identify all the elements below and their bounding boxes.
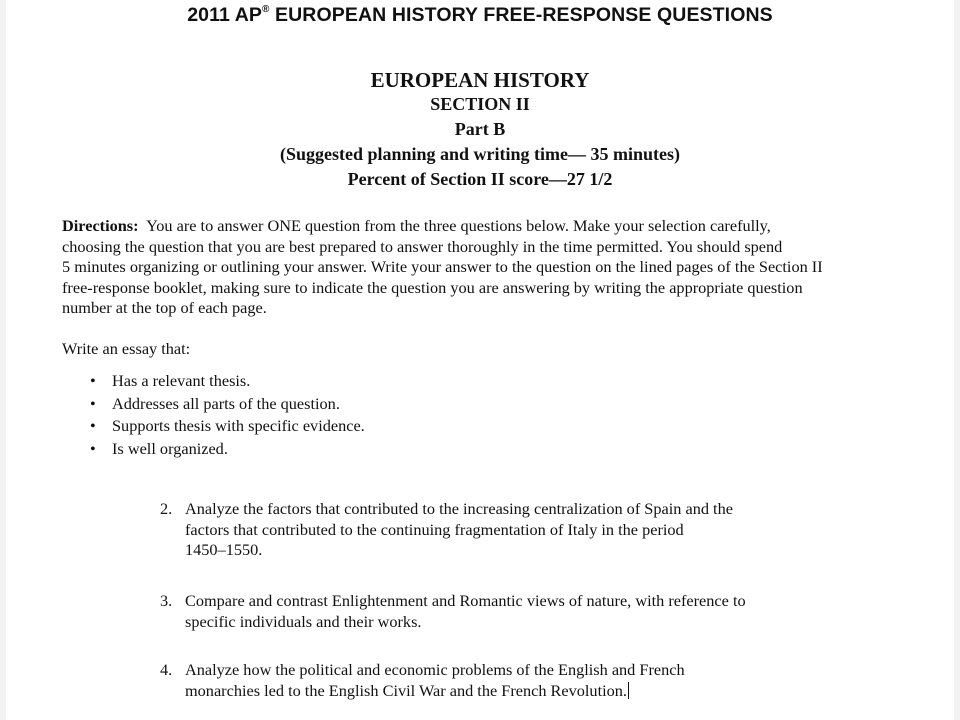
question-4 xyxy=(160,660,840,701)
criteria-item xyxy=(90,438,365,461)
question-line-text: monarchies led to the English Civil War and the French Revolution. xyxy=(185,680,627,700)
subject-heading: EUROPEAN HISTORY xyxy=(370,68,590,92)
criteria-text: Addresses all parts of the question. xyxy=(112,393,340,413)
bullet-icon: • xyxy=(90,438,96,458)
directions-line xyxy=(62,216,912,237)
essay-criteria-list xyxy=(90,370,365,460)
criteria-text: Supports thesis with specific evidence. xyxy=(112,416,365,435)
question-line: factors that contributed to the continuing fragmentation of Italy in the period xyxy=(185,519,684,539)
header-title-prefix: 2011 AP xyxy=(187,4,263,26)
question-line: Compare and contrast Enlightenment and Romantic views of nature, with reference to xyxy=(185,591,746,610)
section-label: SECTION II xyxy=(430,94,530,114)
header-title-suffix: EUROPEAN HISTORY FREE-RESPONSE QUESTIONS xyxy=(269,4,773,26)
section-heading xyxy=(0,68,960,192)
bullet-icon: • xyxy=(90,393,96,413)
part-label: Part B xyxy=(454,119,506,139)
question-line: Analyze how the political and economic problems of the English and French xyxy=(185,660,685,679)
question-line-last xyxy=(160,681,840,702)
question-line: specific individuals and their works. xyxy=(185,611,422,631)
question-line: Analyze the factors that contributed to the increasing centralization of Spain and the xyxy=(185,499,733,518)
time-note: (Suggested planning and writing time— 35 minutes) xyxy=(279,144,681,164)
question-number: 4. xyxy=(160,660,173,679)
directions-line-text: You are to answer ONE question from the three questions below. Make your selection carefully, xyxy=(146,216,771,235)
registered-mark: ® xyxy=(262,4,270,15)
directions-paragraph xyxy=(62,216,912,319)
question-line: 1450–1550. xyxy=(185,540,263,560)
score-note: Percent of Section II score—27 1/2 xyxy=(347,169,613,189)
text-cursor xyxy=(628,682,629,699)
question-number: 2. xyxy=(160,499,173,518)
directions-label: Directions: xyxy=(62,216,139,235)
criteria-item xyxy=(90,415,365,438)
page-header-title xyxy=(0,4,960,27)
criteria-text: Has a relevant thesis. xyxy=(112,371,251,390)
criteria-item xyxy=(90,393,365,416)
criteria-item xyxy=(90,370,365,393)
bullet-icon: • xyxy=(90,371,96,390)
essay-intro: Write an essay that: xyxy=(62,339,191,358)
directions-line: 5 minutes organizing or outlining your answer. Write your answer to the question on the lined pages of the Section II xyxy=(62,257,823,277)
question-3 xyxy=(160,591,840,632)
directions-line: choosing the question that you are best prepared to answer thoroughly in the time permitted. You should spend xyxy=(62,236,783,256)
question-2 xyxy=(160,499,840,561)
directions-line: free-response booklet, making sure to indicate the question you are answering by writing the appropriate question xyxy=(62,277,803,297)
question-number: 3. xyxy=(160,591,173,610)
bullet-icon: • xyxy=(90,416,96,435)
directions-line: number at the top of each page. xyxy=(62,298,267,318)
criteria-text: Is well organized. xyxy=(112,438,228,458)
